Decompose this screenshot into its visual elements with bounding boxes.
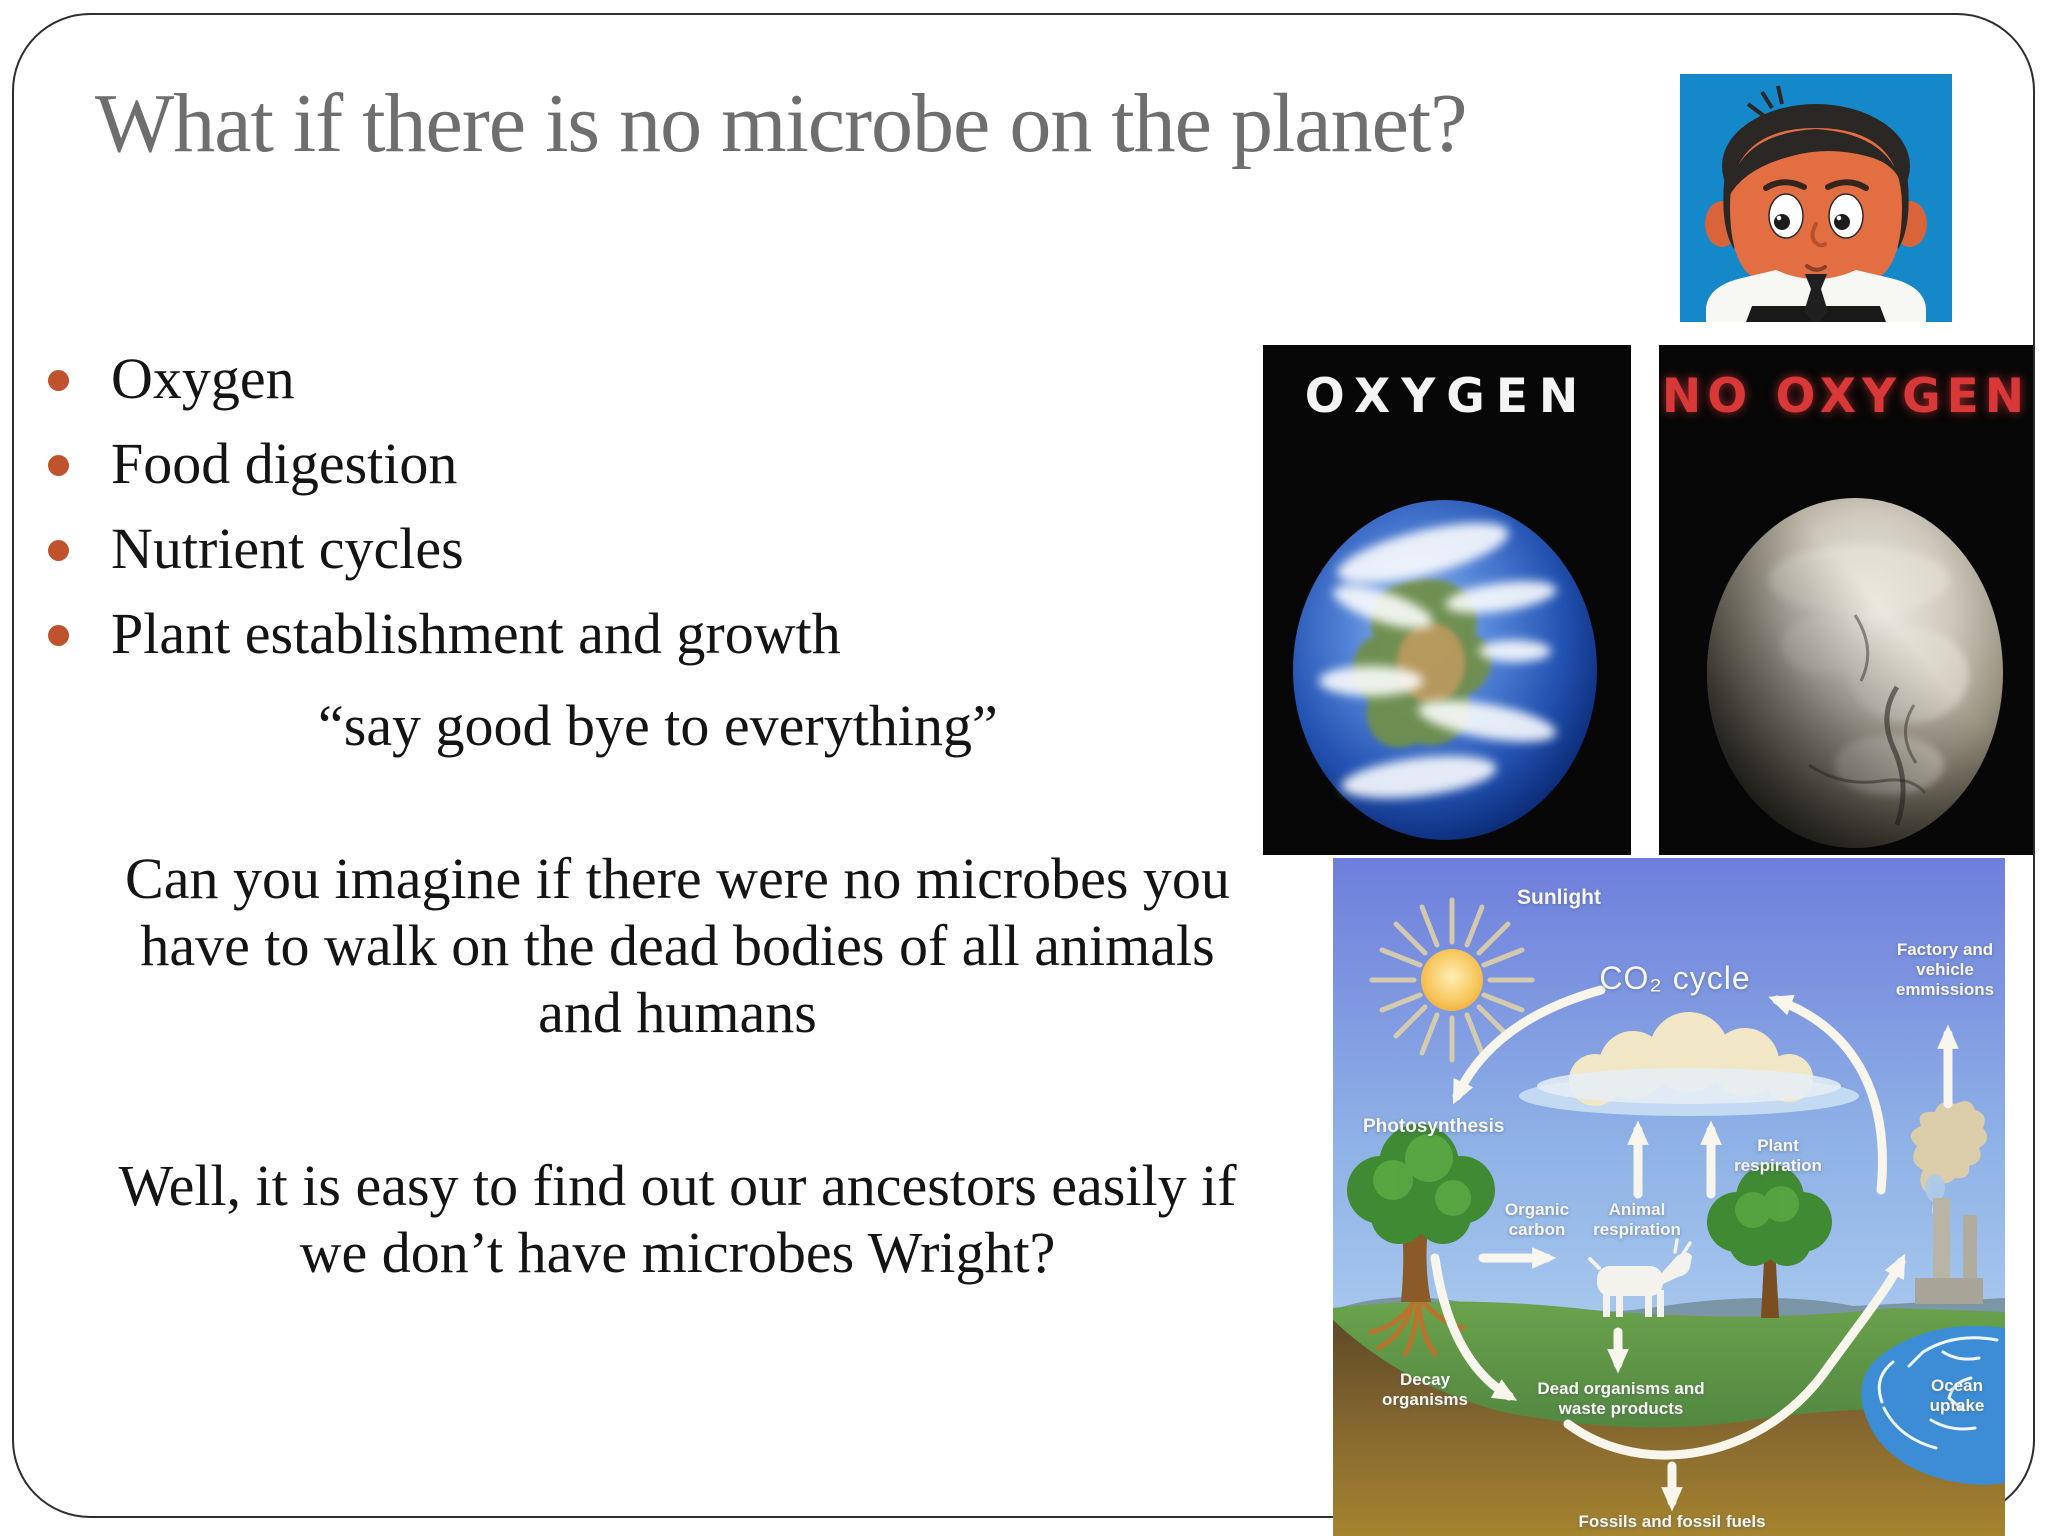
label-plant-respiration: Plant respiration [1734,1136,1822,1176]
label-fossils: Fossils and fossil fuels [1578,1512,1766,1531]
label-co2-cycle: CO₂ cycle [1599,960,1751,996]
bullet-item [48,506,841,591]
paragraph-ancestors [55,1152,1300,1286]
label-dead-organisms: Dead organisms and waste products [1537,1379,1705,1419]
bullet-list [48,336,841,676]
oxygen-comparison-image [1263,345,2033,855]
bullet-item [48,591,841,676]
paragraph-line: we don’t have microbes Wright? [299,1220,1056,1285]
paragraph-line: have to walk on the dead bodies of all animals [140,913,1215,978]
paragraph-line: Well, it is easy to find out our ancestors easily if [118,1153,1237,1218]
oxygen-panel [1263,345,1631,855]
quote-line: “say good bye to everything” [318,693,998,758]
bullet-dot-icon [48,625,69,646]
bullet-dot-icon [48,455,69,476]
bullet-dot-icon [48,370,69,391]
bullet-label: Nutrient cycles [111,516,464,581]
paragraph-line: Can you imagine if there were no microbes you [125,846,1230,911]
bullet-dot-icon [48,540,69,561]
label-ocean-uptake: Ocean uptake [1929,1376,1985,1416]
slide-title: What if there is no microbe on the planet? [95,77,1467,170]
bullet-label: Oxygen [111,346,295,411]
label-animal-respiration: Animal respiration [1593,1200,1681,1240]
bullet-item [48,421,841,506]
paragraph-imagine [55,845,1300,1046]
avatar [1680,74,1952,322]
label-factory-emissions: Factory and vehicle emmissions [1895,940,1995,1000]
bullet-label: Food digestion [111,431,458,496]
label-photosynthesis: Photosynthesis [1363,1116,1505,1137]
oxygen-label: OXYGEN [1304,369,1590,424]
paragraph-line: and humans [538,980,817,1045]
cartoon-man-icon [1680,74,1952,322]
co2-cycle-diagram [1333,858,2005,1536]
bullet-label: Plant establishment and growth [111,601,841,666]
no-oxygen-label: NO OXYGEN [1661,369,2031,424]
label-sunlight: Sunlight [1517,886,1601,909]
label-decay-organisms: Decay organisms [1382,1370,1468,1410]
label-organic-carbon: Organic carbon [1504,1200,1570,1240]
no-oxygen-panel [1659,345,2033,855]
bullet-item [48,336,841,421]
